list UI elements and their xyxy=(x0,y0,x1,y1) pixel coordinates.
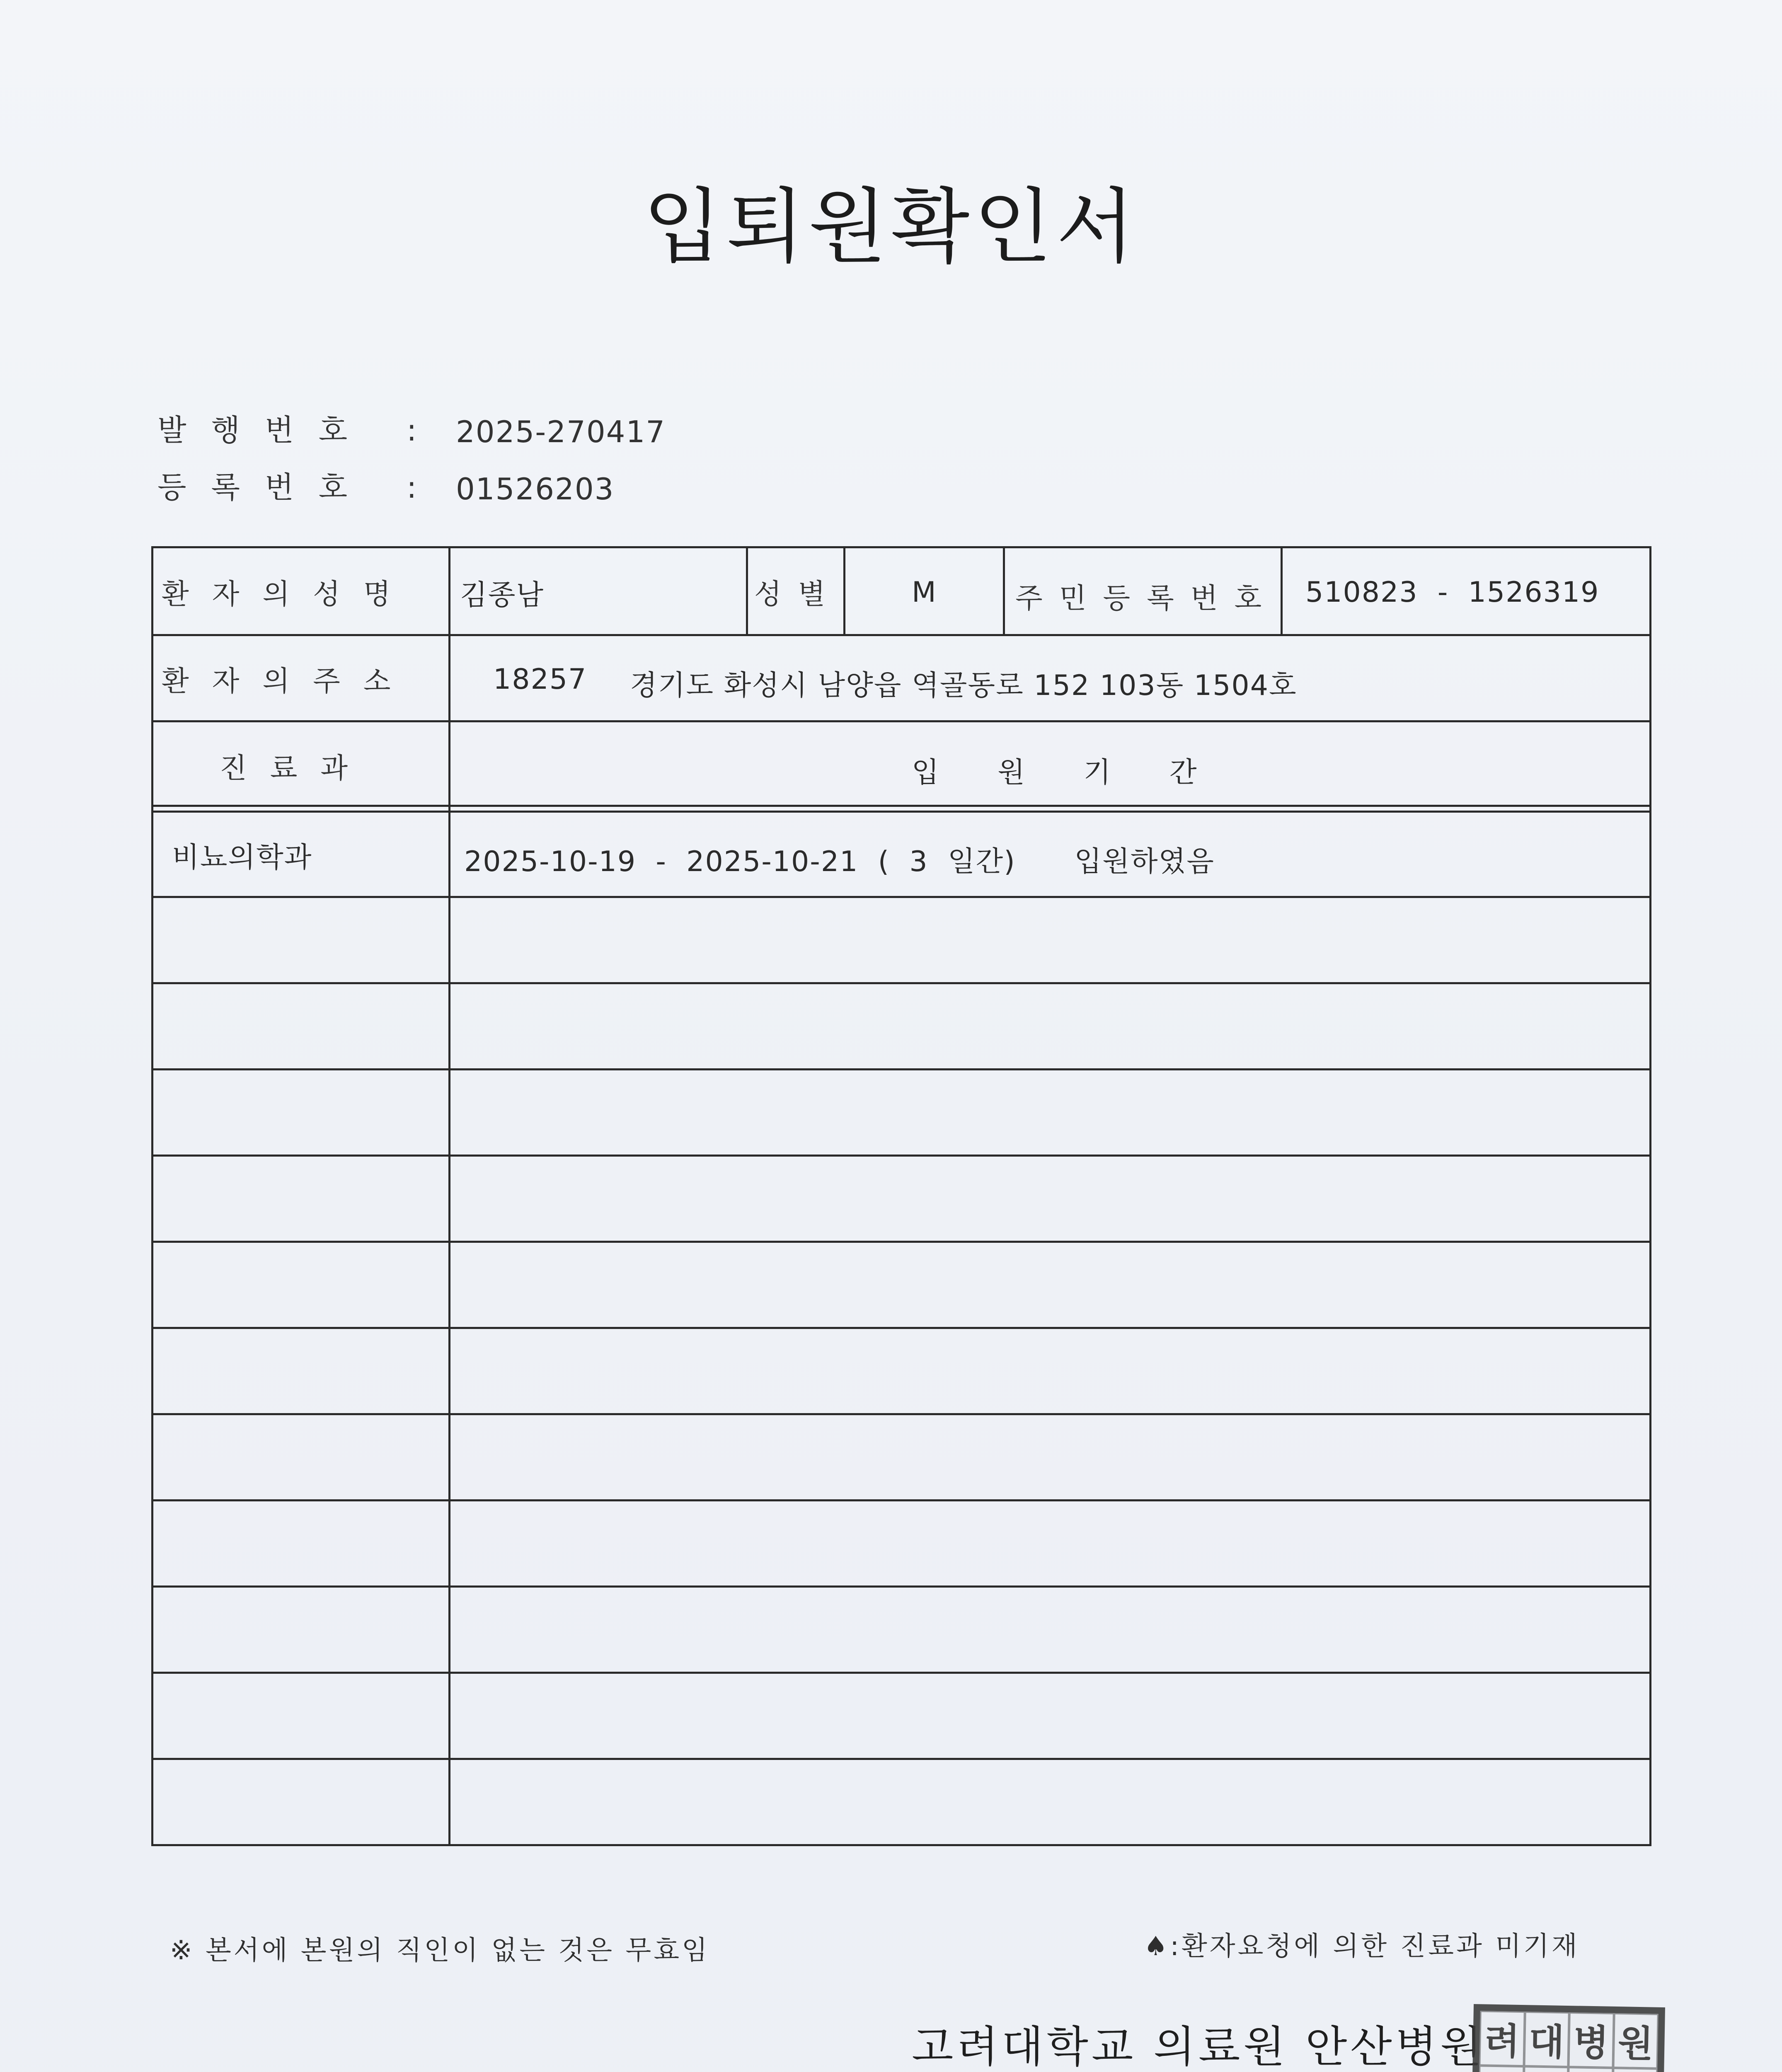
stamp-glyph xyxy=(1478,2065,1524,2072)
stamp-glyph xyxy=(1523,2066,1569,2072)
omission-note: ♠:환자요청에 의한 진료과 미기재 xyxy=(1144,1931,1580,1962)
document-title: 입퇴원확인서 xyxy=(643,180,1139,274)
row-1-period: 2025-10-19 - 2025-10-21 ( 3 일간) 입원하였음 xyxy=(464,845,1215,878)
stamp-glyph: 대 xyxy=(1524,2011,1569,2067)
stamp-glyph: 려 xyxy=(1479,2011,1525,2066)
zip-code: 18257 xyxy=(493,663,587,696)
stamp-glyph xyxy=(1612,2068,1658,2072)
registration-number-label: 등록번호 : xyxy=(157,470,442,505)
row-1-department: 비뇨의학과 xyxy=(172,841,312,874)
patient-address-label: 환자의주소 xyxy=(162,665,414,698)
stamp-glyph: 원 xyxy=(1613,2013,1659,2069)
patient-name-value: 김종남 xyxy=(460,579,545,612)
issue-number-label: 발행번호 : xyxy=(157,413,442,448)
patient-name-label: 환자의성명 xyxy=(162,578,414,611)
admission-period-header: 입 원 기 간 xyxy=(912,756,1222,789)
issue-number-value: 2025-270417 xyxy=(456,414,666,449)
registration-number-value: 01526203 xyxy=(456,472,615,506)
resident-id-value: 510823 - 1526319 xyxy=(1305,576,1600,609)
hospital-name: 고려대학교 의료원 안산병원 xyxy=(912,2021,1485,2072)
patient-address-value: 경기도 화성시 남양읍 역골동로 152 103동 1504호 xyxy=(630,669,1297,702)
validity-note: ※ 본서에 본원의 직인이 없는 것은 무효임 xyxy=(170,1935,710,1966)
sex-label: 성별 xyxy=(754,578,842,611)
stamp-glyph xyxy=(1567,2067,1613,2072)
department-header: 진료과 xyxy=(220,752,371,785)
sex-value: M xyxy=(912,576,937,609)
resident-id-label: 주민등록번호 xyxy=(1015,582,1278,615)
stamp-glyph: 병 xyxy=(1568,2012,1614,2068)
official-seal-stamp xyxy=(1470,2004,1665,2072)
